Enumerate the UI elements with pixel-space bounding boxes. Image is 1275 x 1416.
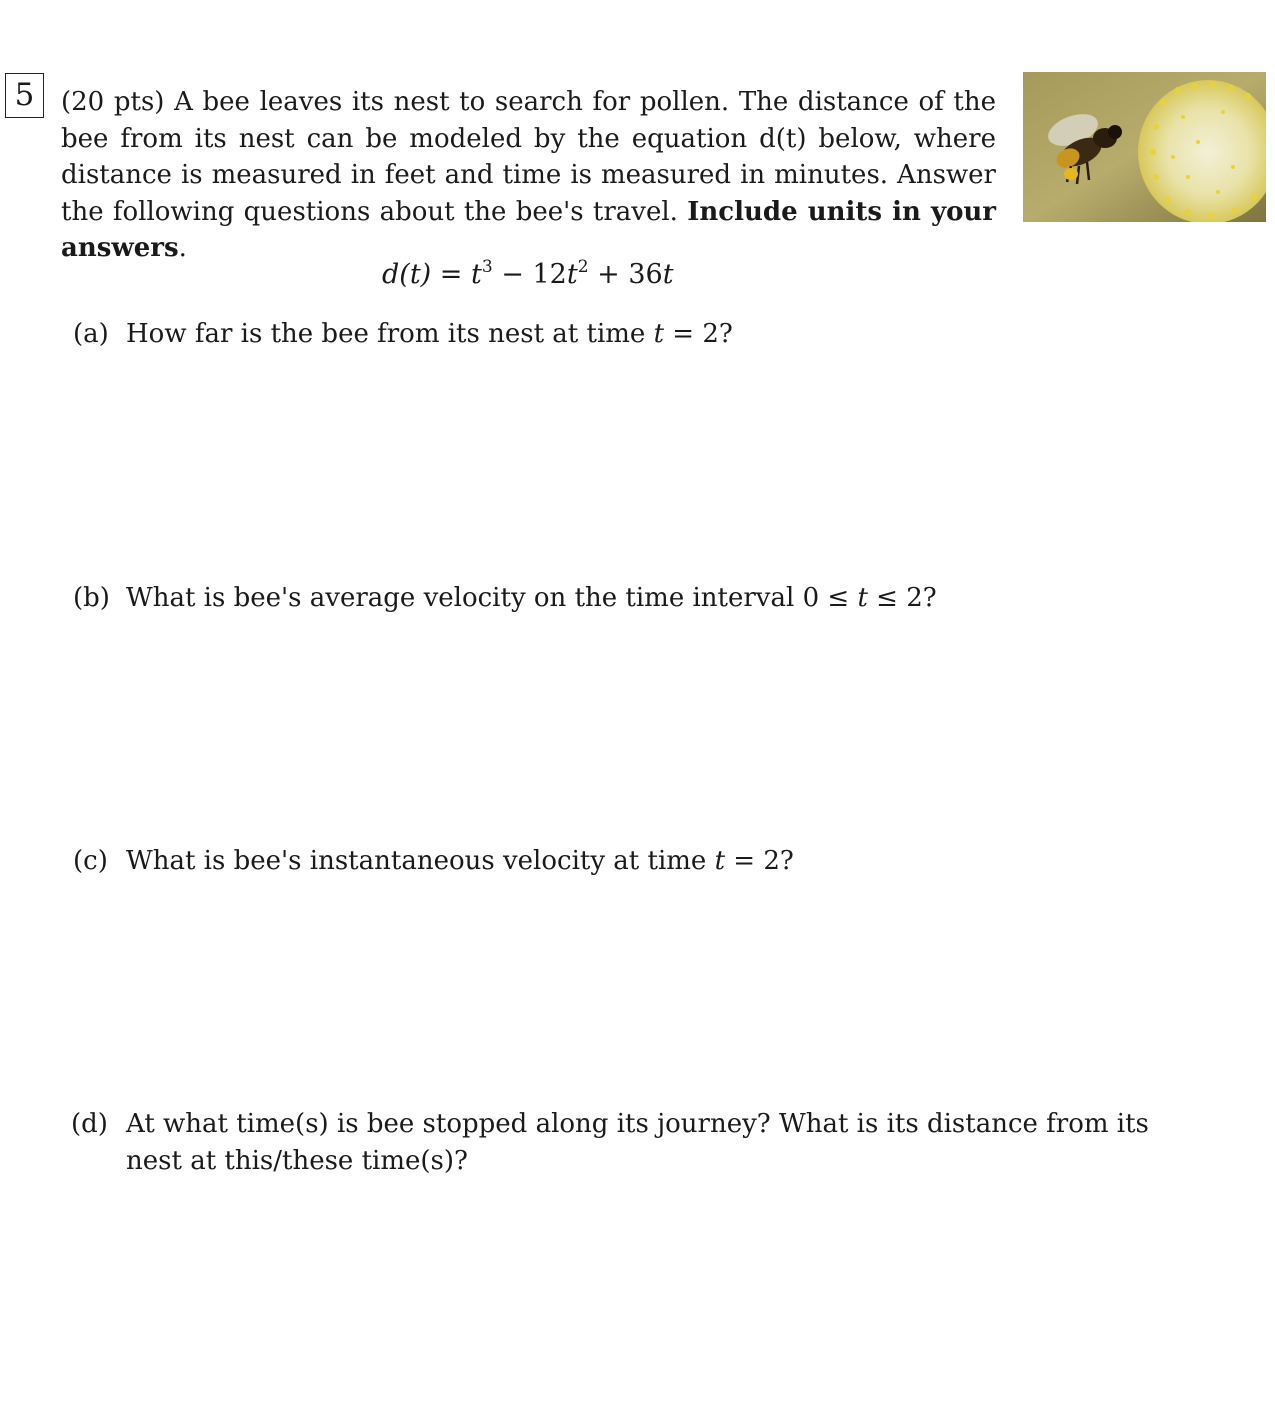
equation-var-3: t: [662, 259, 674, 290]
bee-photo: [1023, 72, 1266, 222]
equation-minus-term: − 12: [492, 259, 567, 290]
question-text: How far is the bee from its nest at time: [126, 319, 654, 349]
units-instruction: Include units in your answers: [61, 196, 997, 263]
question-variable: t: [714, 846, 726, 876]
part-label: (a): [73, 319, 109, 349]
question-variable: t: [857, 583, 868, 613]
equation-equals: =: [431, 259, 471, 290]
question-text-end: = 2?: [664, 319, 733, 349]
equation-exponent-2: 2: [577, 257, 589, 277]
problem-number: 5: [5, 73, 44, 118]
question-text-end: = 2?: [725, 846, 794, 876]
distance-equation: [382, 257, 674, 293]
points-label: (20 pts): [61, 87, 165, 117]
intro-text: A bee leaves its nest to search for pollen. The distance of the bee from its nest can be modeled by the equation d(t) below, where distance is measured in feet and time is measured in minutes. Answer the following questions about the bee's travel.: [61, 87, 997, 227]
part-question: At what time(s) is bee stopped along its journey? What is its distance from its nest at this/these time(s)?: [126, 1109, 1149, 1176]
question-text: What is bee's average velocity on the time interval 0 ≤: [126, 583, 858, 613]
part-label: (b): [73, 583, 110, 613]
equation-plus-term: + 36: [588, 259, 663, 290]
part-label: (c): [73, 846, 108, 876]
part-question: [126, 580, 937, 617]
equation-lhs: d(t): [382, 259, 432, 290]
equation-var-1: t: [471, 259, 482, 290]
part-question: [126, 843, 794, 880]
equation-var-2: t: [566, 259, 578, 290]
question-text-end: ≤ 2?: [867, 583, 937, 613]
intro-end: .: [178, 233, 187, 263]
problem-statement: [61, 84, 996, 267]
part-question: [126, 316, 733, 353]
question-variable: t: [653, 319, 665, 349]
equation-exponent-1: 3: [481, 257, 493, 277]
part-label: (d): [71, 1109, 108, 1139]
question-text: What is bee's instantaneous velocity at time: [126, 846, 715, 876]
